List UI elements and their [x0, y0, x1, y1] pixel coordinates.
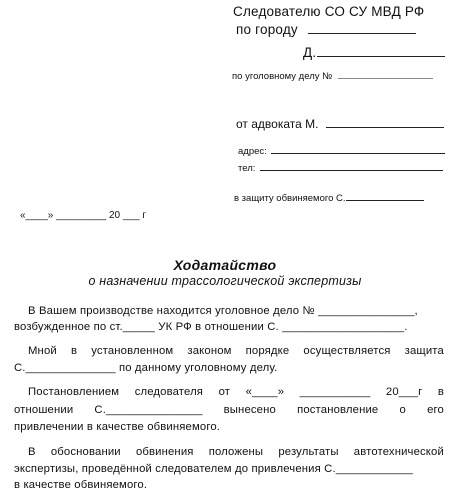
paragraph-3-line-2: [14, 404, 444, 416]
date-line: «____» _________ 20 ___ г: [20, 210, 146, 221]
document-subtitle: о назначении трассологической экспертизы: [88, 274, 362, 288]
paragraph-2-line-2: С.______________ по данному уголовному делу.: [14, 362, 278, 374]
addressee-city-label: по городу: [236, 22, 298, 37]
phone-field[interactable]: [260, 161, 443, 171]
word: порядке: [245, 345, 290, 357]
word: его: [427, 404, 444, 416]
word: вынесено: [223, 404, 276, 416]
word: в: [70, 345, 78, 357]
word: законом: [187, 345, 232, 357]
defendant-name-field[interactable]: [346, 191, 424, 201]
word: Мной: [28, 345, 57, 357]
advocate-name-field[interactable]: [326, 116, 444, 128]
addressee-line-3: [303, 45, 445, 60]
word: «____»: [245, 386, 285, 398]
word: положены: [208, 446, 264, 458]
investigator-name-field[interactable]: [317, 45, 445, 57]
word: отношении: [14, 404, 74, 416]
word: результаты: [278, 446, 339, 458]
address-line: [238, 144, 445, 157]
document-title: Ходатайство: [173, 257, 277, 273]
word: обосновании: [50, 446, 121, 458]
word: следователя: [134, 386, 204, 398]
from-advocate-label: от адвоката М.: [236, 117, 319, 131]
word: осуществляется: [303, 345, 391, 357]
word: 20___г: [385, 386, 423, 398]
word: в: [437, 386, 444, 398]
word: постановление: [297, 404, 379, 416]
case-number-field[interactable]: [338, 69, 433, 79]
paragraph-3-line-3: привлечении в качестве обвиняемого.: [14, 421, 221, 433]
addressee-line-2: [236, 22, 416, 37]
address-field[interactable]: [271, 144, 445, 154]
address-label: адрес:: [238, 146, 267, 157]
word: защита: [404, 345, 444, 357]
paragraph-1-line-2: возбужденное по ст._____ УК РФ в отношении С. ___________________.: [14, 321, 408, 333]
phone-line: [238, 161, 443, 174]
addressee-line-1: Следователю СО СУ МВД РФ: [233, 4, 425, 19]
paragraph-1-line-1: В Вашем производстве находится уголовное дело № _______________,: [28, 305, 418, 317]
word: В: [28, 446, 36, 458]
paragraph-3-line-1: [28, 386, 444, 398]
defense-label: в защиту обвиняемого С.: [234, 193, 346, 204]
addressee-name-label: Д.: [303, 45, 317, 60]
word: ___________: [299, 386, 371, 398]
from-advocate-line: [236, 116, 444, 131]
phone-label: тел:: [238, 163, 256, 174]
paragraph-4-line-3: в качестве обвиняемого.: [14, 479, 148, 491]
city-field[interactable]: [308, 22, 416, 34]
word: от: [218, 386, 231, 398]
paragraph-4-line-1: [28, 446, 444, 458]
word: обвинения: [135, 446, 194, 458]
paragraph-4-line-2: экспертизы, проведённой следователем до привлечения С.____________: [14, 463, 413, 475]
paragraph-2-line-1: [28, 345, 444, 357]
case-number-line: [232, 69, 433, 82]
word: С._______________: [94, 404, 203, 416]
word: о: [399, 404, 406, 416]
case-number-label: по уголовному делу №: [232, 71, 333, 82]
word: установленном: [91, 345, 174, 357]
word: автотехнической: [353, 446, 444, 458]
defense-line: [234, 191, 424, 204]
word: Постановлением: [28, 386, 120, 398]
